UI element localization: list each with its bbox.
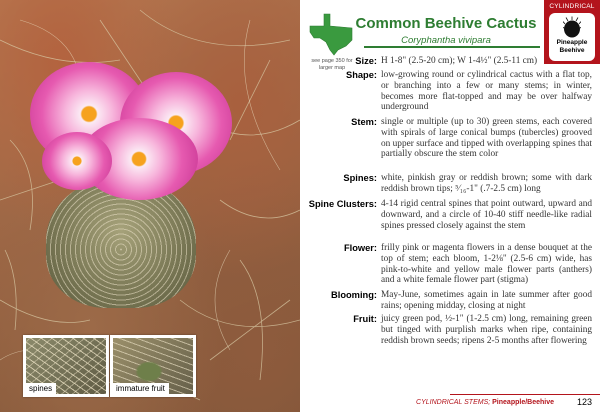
- field-value: juicy green pod, ½-1" (1-2.5 cm) long, remaining green but tinged with purplish marks when ripe, containing reddish brown seeds; ripens 2-5 months after flowering: [381, 314, 592, 346]
- field-label: Fruit:: [353, 314, 377, 324]
- field-fruit: [300, 314, 592, 346]
- field-value: frilly pink or magenta flowers in a dense bouquet at the top of stem; each bloom, 1-2⅛" (2.5-6 cm) wide, has pink-to-white and yellow male flower parts (anthers) and a white female flower part (stigma): [381, 243, 592, 286]
- species-scientific-name: Coryphantha vivipara: [401, 35, 491, 46]
- cactus-flower: [42, 132, 112, 190]
- category-tab-card: [549, 13, 595, 61]
- footer-divider: [450, 394, 600, 395]
- category-tab-label: CYLINDRICAL: [549, 3, 595, 10]
- field-stem: [300, 117, 592, 160]
- field-value: low-growing round or cylindrical cactus with a flat top, or branching into a few or many stems; in winter, becomes more flat-topped and may be over halfway underground: [381, 70, 592, 113]
- map-reference-note: see page 350 for larger map: [311, 58, 353, 71]
- field-label: Stem:: [351, 117, 377, 127]
- field-label: Flower:: [343, 243, 377, 253]
- field-shape: [300, 70, 592, 113]
- field-value: H 1-8" (2.5-20 cm); W 1-4½" (2.5-11 cm): [381, 56, 538, 66]
- field-value: white, pinkish gray or reddish brown; some with dark reddish brown tips; ⁵⁄₁₆-1" (.7-2.5 cm) long: [381, 173, 592, 194]
- field-label: Shape:: [346, 70, 377, 80]
- category-tab: [544, 0, 600, 64]
- footer-subsection-name: Pineapple/Beehive: [492, 399, 554, 406]
- page-number: 123: [576, 397, 592, 407]
- pineapple-beehive-cactus-icon: [563, 16, 581, 38]
- page-footer: [300, 394, 600, 412]
- field-spines: [300, 173, 592, 195]
- texas-range-map-icon: [308, 12, 354, 56]
- inset-label-immature-fruit: immature fruit: [113, 383, 169, 394]
- field-spine-clusters: [300, 199, 592, 231]
- inset-label-spines: spines: [26, 383, 56, 394]
- category-tab-card-label: Pineapple Beehive: [556, 39, 588, 54]
- species-text-page: [300, 0, 600, 412]
- field-value: single or multiple (up to 30) green stems, each covered with spirals of large conical bumps (tubercles) grooved on upper surface and tipped with overlapping spines that partially obscure the stem color: [381, 117, 592, 160]
- field-value: 4-14 rigid central spines that point outward, upward and downward, and a circle of 10-40 stiff needle-like radial spines pressed closely against the stem: [381, 199, 592, 231]
- field-size: [300, 56, 592, 67]
- field-value: May-June, sometimes again in late summer after good rains; opening midday, closing at night: [381, 290, 592, 311]
- field-label: Spines:: [343, 173, 377, 183]
- spines-inset-photo: [23, 335, 109, 397]
- immature-fruit-inset-photo: [110, 335, 196, 397]
- title-divider: [364, 46, 540, 48]
- field-label: Spine Clusters:: [308, 199, 377, 209]
- species-common-name: Common Beehive Cactus: [355, 15, 537, 32]
- footer-section-name: CYLINDRICAL STEMS;: [416, 399, 491, 406]
- footer-section: [416, 399, 554, 406]
- field-label: Size:: [355, 56, 377, 66]
- field-label: Blooming:: [331, 290, 377, 300]
- field-flower: [300, 243, 592, 286]
- field-blooming: [300, 290, 592, 312]
